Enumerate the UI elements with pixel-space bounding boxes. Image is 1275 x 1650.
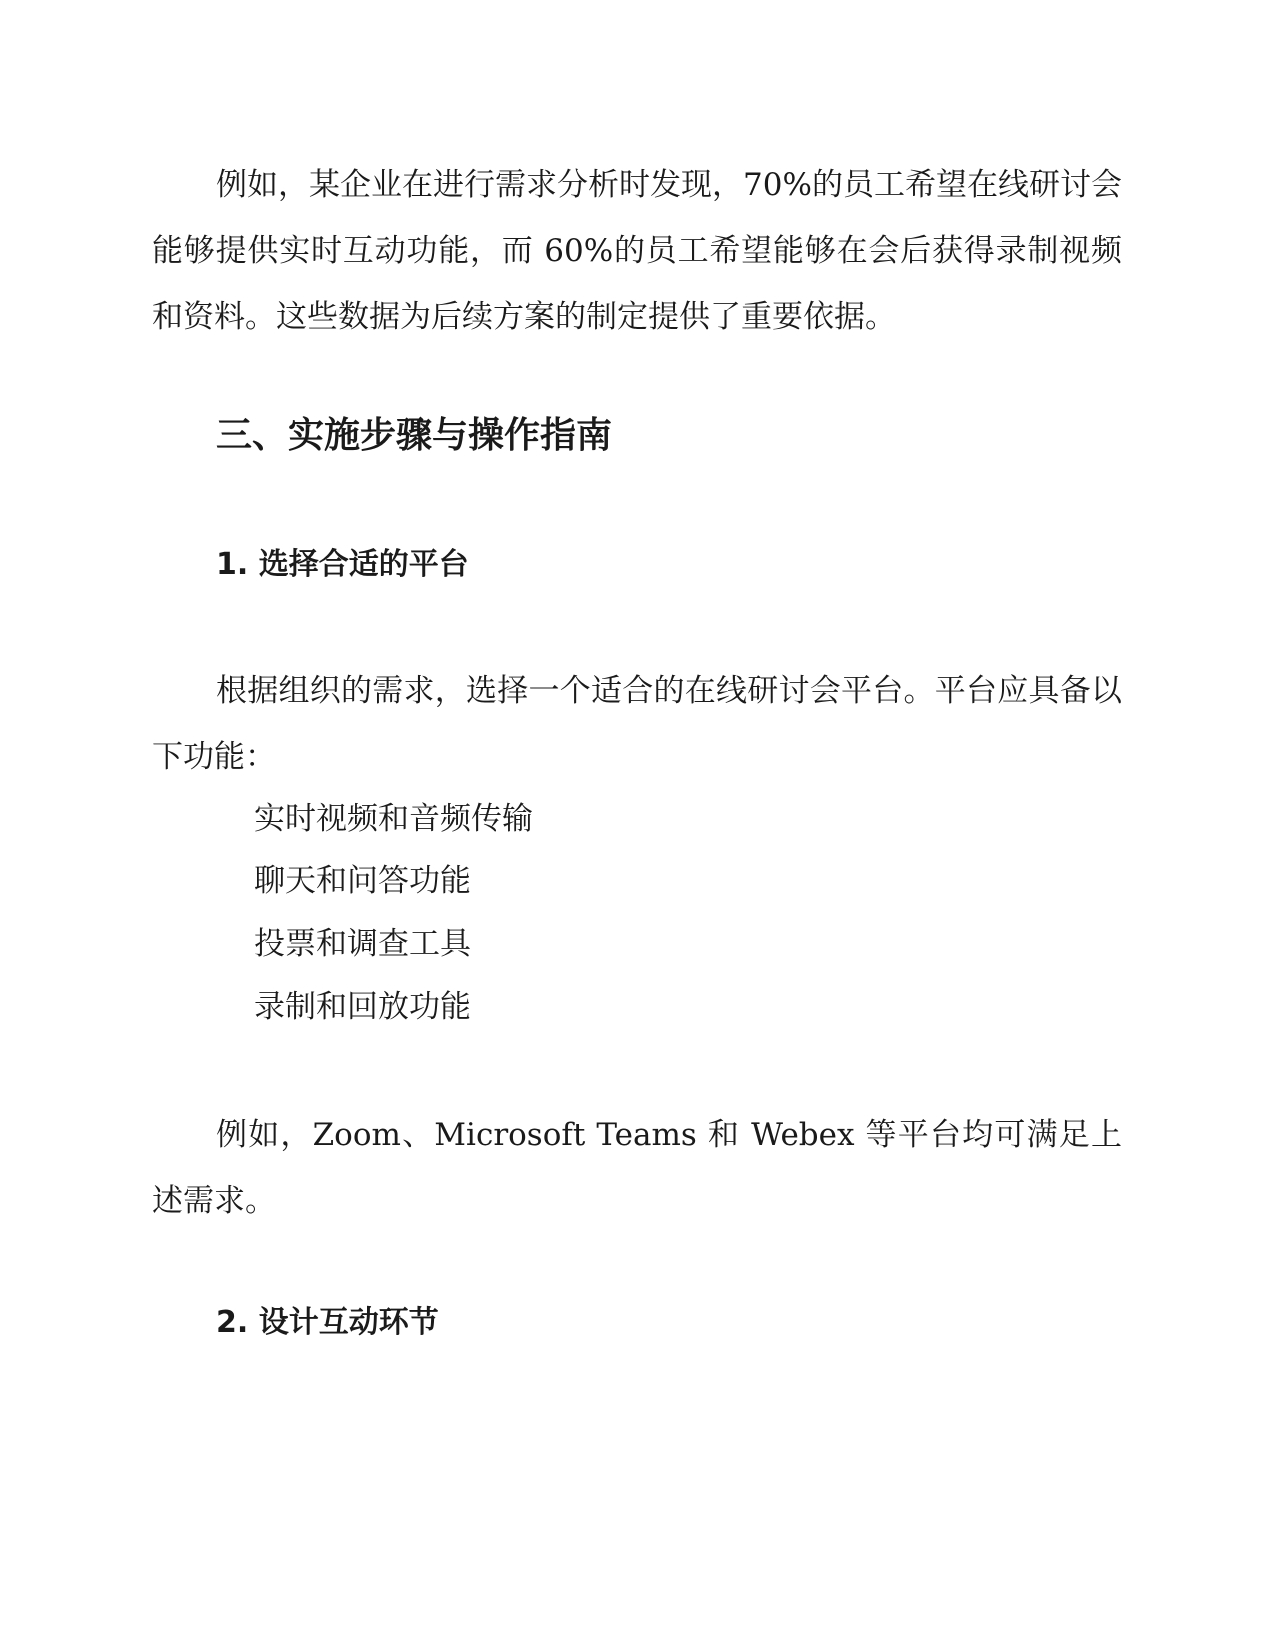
paragraph-survey-example: 例如，某企业在进行需求分析时发现，70%的员工希望在线研讨会能够提供实时互动功能，而 60%的员工希望能够在会后获得录制视频和资料。这些数据为后续方案的制定提供了重要依据。 xyxy=(152,167,1122,335)
feature-list-item: 聊天和问答功能 xyxy=(254,863,471,899)
feature-list-item: 投票和调查工具 xyxy=(254,926,471,962)
paragraph-platform-examples: 例如，Zoom、Microsoft Teams 和 Webex 等平台均可满足上述需求。 xyxy=(152,1117,1122,1219)
section-heading-implementation: 三、实施步骤与操作指南 xyxy=(216,415,613,456)
step-1-heading: 1. 选择合适的平台 xyxy=(216,547,469,582)
feature-list-item: 实时视频和音频传输 xyxy=(254,801,533,837)
step-2-heading: 2. 设计互动环节 xyxy=(216,1305,439,1340)
paragraph-platform-intro: 根据组织的需求，选择一个适合的在线研讨会平台。平台应具备以下功能： xyxy=(152,673,1122,775)
feature-list-item: 录制和回放功能 xyxy=(254,989,471,1025)
